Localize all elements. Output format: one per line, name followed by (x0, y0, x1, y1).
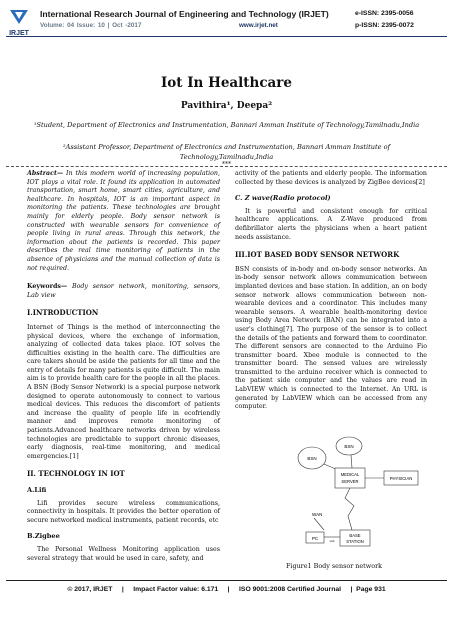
technology-heading: II. TECHNOLOGY IN IOT (27, 469, 125, 479)
bsn-heading: III.IOT BASED BODY SENSOR NETWORK (235, 250, 400, 260)
footer-iso: ISO 9001:2008 Certified Journal (239, 586, 342, 593)
figure-caption: Figure1 Body sensor network (286, 562, 382, 570)
footer-rule (6, 580, 447, 581)
zwave-paragraph: It is powerful and consistent enough for critical healthcare applications. A Z-Wave produced from defibrillator alerts the physicians when a heart patient needs assistance. (235, 207, 427, 241)
physician-label: PHYSICIAN (389, 476, 413, 481)
footer-divider: | (121, 586, 124, 593)
separator-stars: *** (222, 161, 231, 168)
abstract-text: In this modern world of increasing population, IOT plays a vital role. It found its application in automated transportation, smart home, smart cities, agriculture, and healthcare. In hospitals, IOT is an important aspect in monitoring the patients. These technologies are brought mainly for elderly people. Body sensor network is constructed with wearable sensors for convenience of people living in rural areas. Through this network, the information about the patients is recorded. This paper describes the real time monitoring of patients in the absence of physicians and the manual collection of data is not required. (27, 170, 220, 272)
pc-link-label: usb (329, 539, 335, 543)
footer (0, 586, 453, 593)
keywords-text: Body sensor network, monitoring, sensors, Lab view (27, 283, 220, 299)
medical-server-label-2: SERVER (341, 479, 359, 484)
abstract (27, 170, 220, 273)
footer-impact: Impact Factor value: 6.171 (133, 586, 219, 593)
journal-title: International Research Journal of Engineering and Technology (IRJET) (40, 9, 329, 19)
zigbee-continued-paragraph: activity of the patients and elderly people. The information collected by these devices is analyzed by ZigBee devices[2] (235, 170, 427, 186)
medical-server-box (335, 468, 365, 488)
bsn-paragraph: BSN consists of in-body and on-body sensor networks. An in-body sensor network allows communication between implanted devices and base station. In addition, an on body sensor network allows communication between non-wearable devices and a coordinator. This includes many wearable sensors. A wearable health-monitoring device using Body Area Network (BAN) can be integrated into a user's clothing[7]. The purpose of the sensor is to collect the details of the patients and forward them to coordinator. The different sensors are connected to the Arduino Fio transmitter board. Xbee module is connected to the transmitter board. The sensed values are wirelessly transmitted to the arduino receiver which is connected to the patient side computer and the values are read in LabVIEW which is connected to the Internet. An URL is generated by LabVIEW which can be accessed from any computer. (235, 265, 427, 411)
footer-copyright: © 2017, IRJET (67, 586, 113, 593)
eissn: e-ISSN: 2395-0056 (355, 10, 414, 17)
affiliation-2: ²Assistant Professor, Department of Electronics and Instrumentation, Bannari Amman Institute of Technology,Tamilnadu,India (62, 143, 391, 161)
intro-heading: I.INTRODUCTION (27, 308, 99, 318)
affiliation-1: ¹Student, Department of Electronics and Instrumentation, Bannari Amman Institute of Technology,Tamilnadu,India (33, 121, 420, 129)
bsn-label-top: BSN (344, 444, 354, 449)
lifi-heading: A.Lifi (27, 486, 47, 494)
body-sensor-network-figure (290, 436, 430, 554)
zigbee-paragraph: The Personal Wellness Monitoring application uses several strategy that would be used in care, safety, and (27, 545, 220, 562)
base-station-label-2: STATION (346, 539, 364, 544)
abstract-label: Abstract— (27, 170, 64, 177)
journal-website: www.irjet.net (238, 22, 278, 29)
footer-page: Page 931 (356, 586, 386, 593)
lifi-paragraph: Lifi provides secure wireless communications, connectivity in hospitals. It provides the better operation of secure networked medical instruments, patient records, etc (27, 499, 220, 524)
zwave-heading: C. Z wave(Radio protocol) (235, 194, 331, 203)
journal-volume-line (40, 22, 278, 29)
header-rule (6, 36, 447, 37)
zigbee-heading: B.Zigbee (27, 532, 60, 541)
footer-divider: | (350, 586, 353, 593)
wan-label: WAN (312, 512, 323, 517)
bsn-label-left: BSN (307, 456, 317, 461)
base-station-label-1: BASE (349, 533, 361, 538)
keywords (27, 283, 220, 300)
intro-paragraph: Internet of Things is the method of interconnecting the physical devices, where the exchange of information, analyzing of collected data takes place. IOT solves the difficulties existing in the health care. The difficulties are care takers should be aside the patients for all time and the entry of details for many patients is quite difficult. The main aim is to provide health care for the people in all the places. A BSN (Body Sensor Network) is a special purpose network designed to operate autonomously to connect to various medical devices. This reduces the discomfort of patients and increase the quality of people life in ecofriendly manner and improves remote monitoring of patients.Advanced healthcare networks driven by wireless technologies are predictable to support chronic diseases, early diagnosis, real-time monitoring, and medical emergencies.[1] (27, 323, 220, 460)
authors: Pavithira¹, Deepa² (180, 101, 273, 111)
volume-info: Volume: 04 Issue: 10 | Oct -2017 (40, 22, 142, 29)
keywords-label: Keywords— (27, 283, 68, 291)
left-column (27, 170, 220, 568)
paper-title: Iot In Healthcare (160, 75, 293, 91)
footer-divider: | (227, 586, 230, 593)
irjet-logo (6, 8, 32, 38)
medical-server-label-1: MEDICAL (340, 472, 360, 477)
pissn: p-ISSN: 2395-0072 (355, 22, 414, 29)
right-column (235, 170, 427, 417)
pc-label: PC (311, 536, 319, 541)
logo-text: IRJET (9, 30, 29, 37)
